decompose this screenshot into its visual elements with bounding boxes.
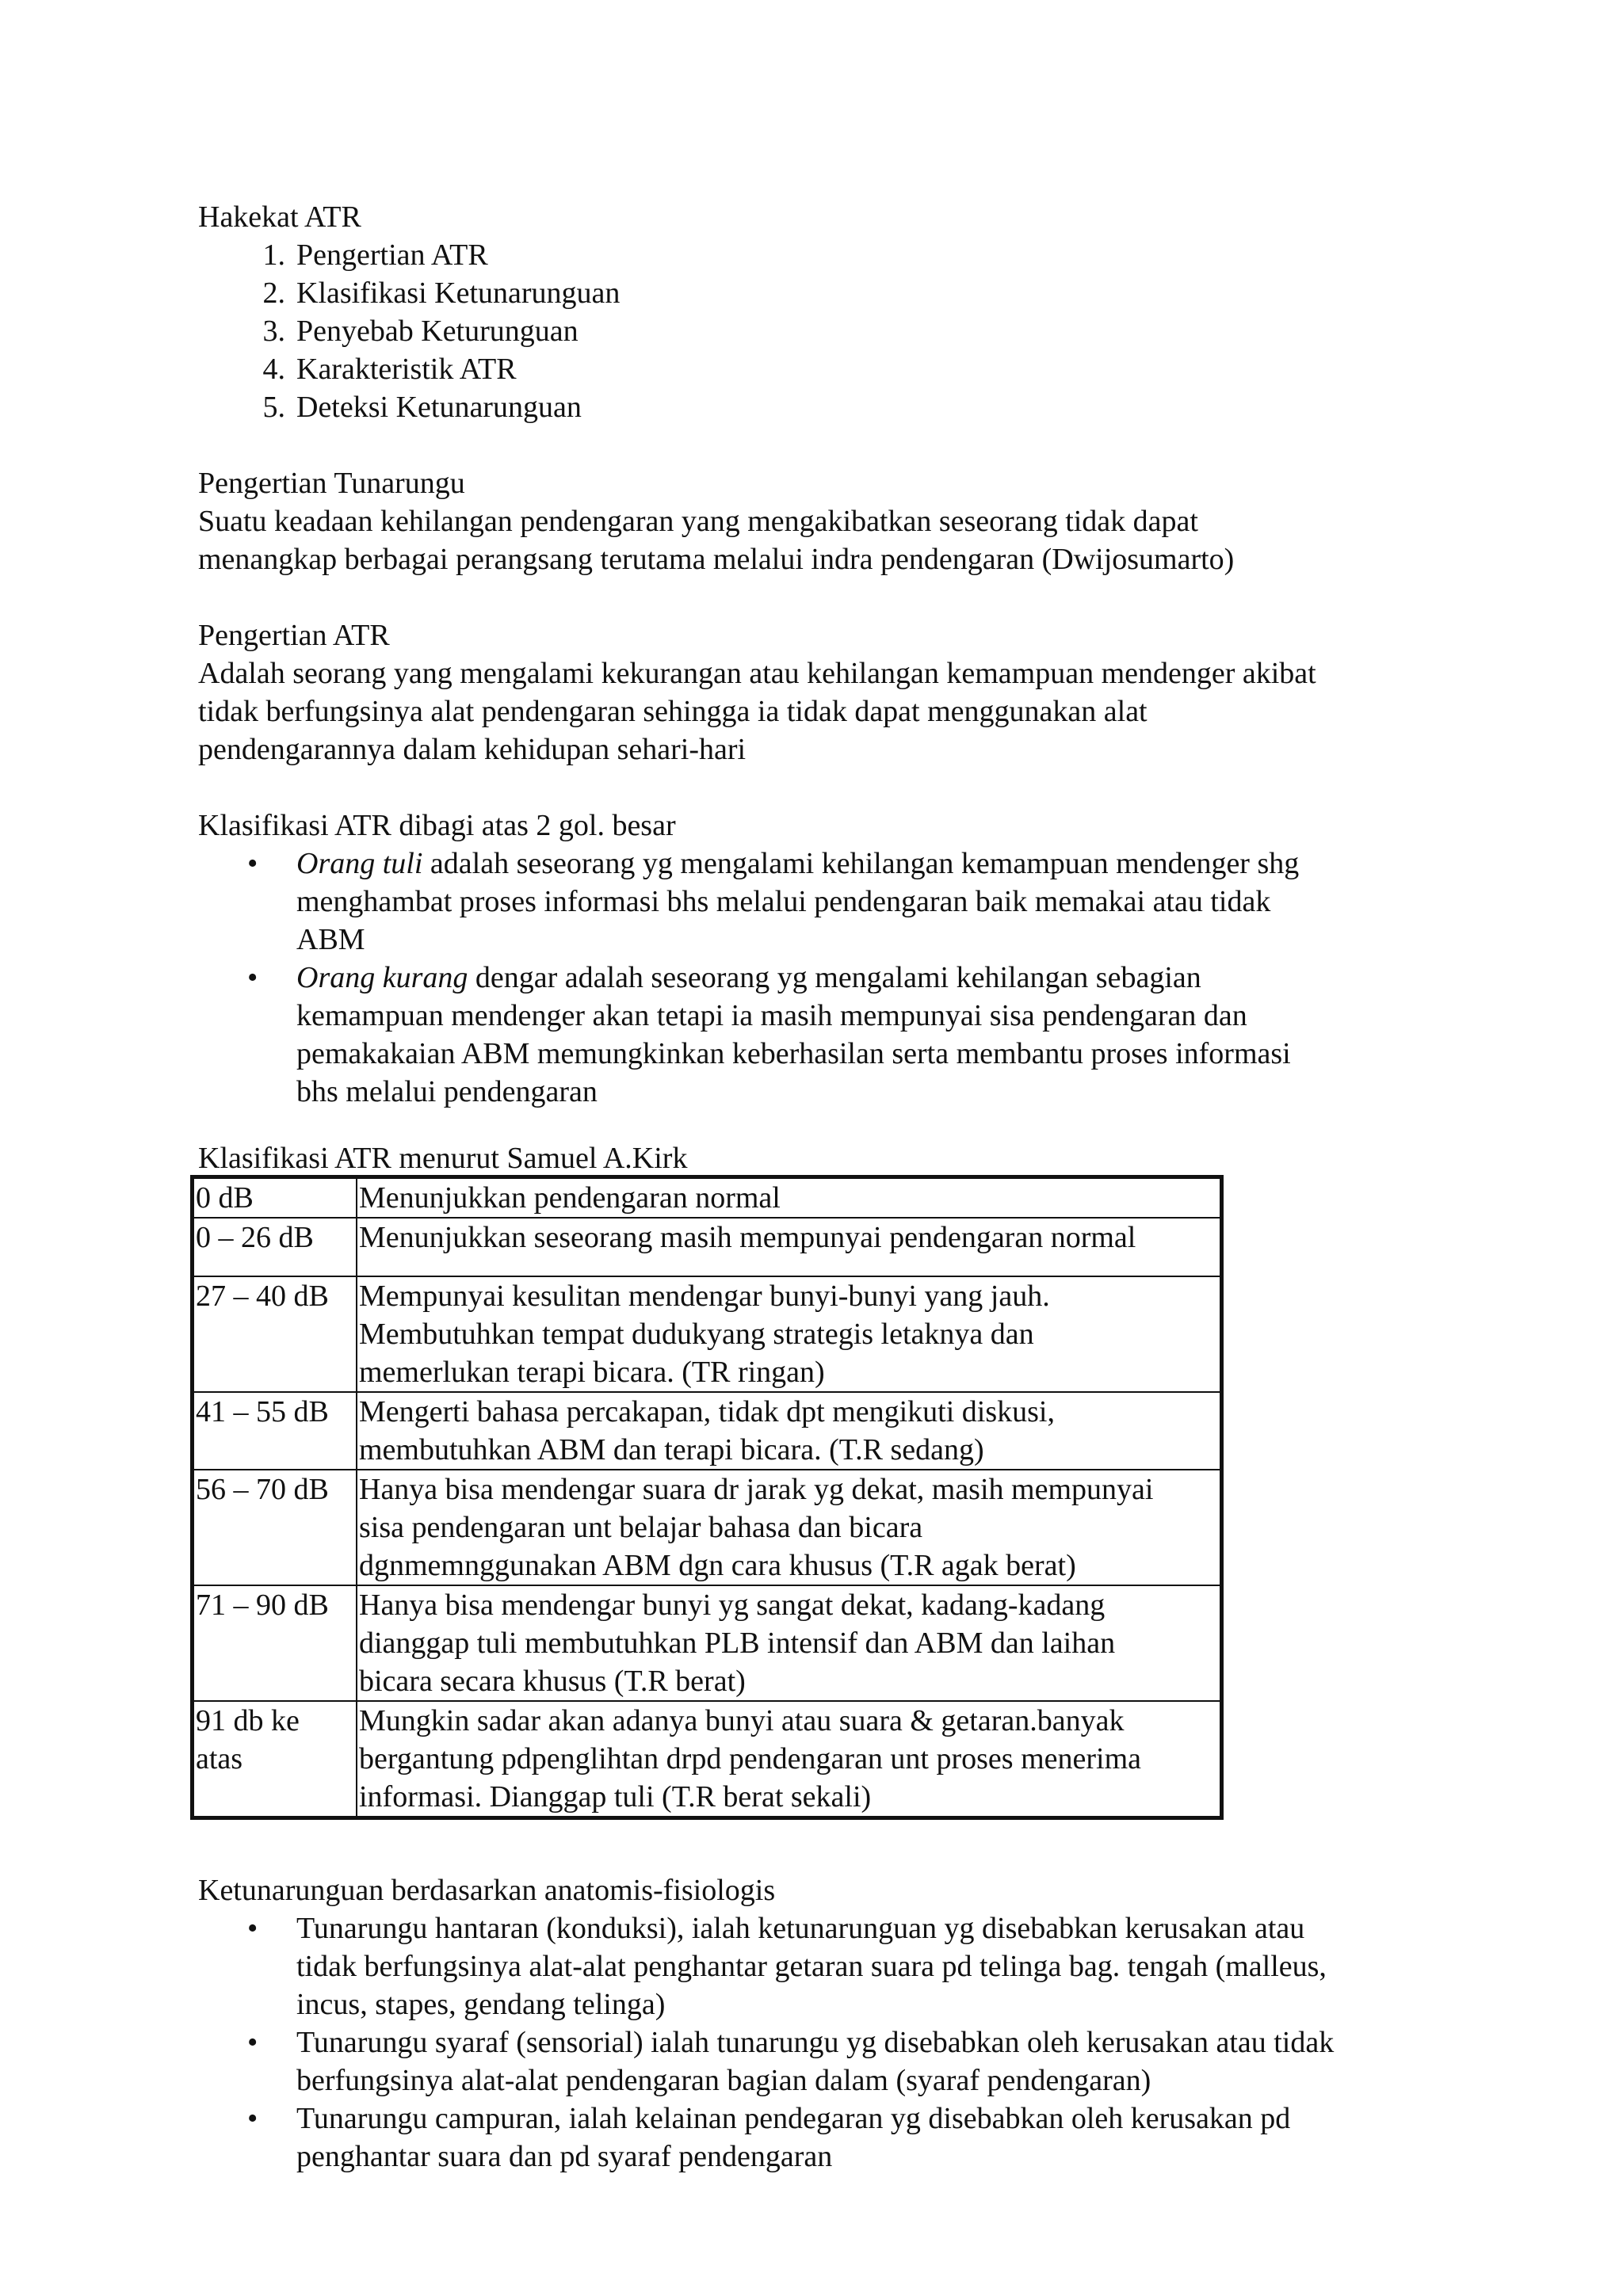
paragraph-line: Adalah seorang yang mengalami kekurangan atau kehilangan kemampuan mendenger akibat: [198, 657, 1316, 690]
item-text: Penyebab Keturunguan: [296, 315, 579, 348]
table-row: [193, 1701, 1222, 1818]
list-item: [198, 2100, 1434, 2176]
outline-title: Hakekat ATR: [198, 200, 361, 234]
paragraph-line: menangkap berbagai perangsang terutama melalui indra pendengaran (Dwijosumarto): [198, 543, 1235, 576]
section-heading: Klasifikasi ATR dibagi atas 2 gol. besar: [198, 809, 676, 842]
item-line: menghambat proses informasi bhs melalui pendengaran baik memakai atau tidak: [296, 885, 1271, 918]
db-value: 41 – 55 dB: [196, 1395, 329, 1428]
outline-list: [198, 236, 1434, 426]
item-number: 4.: [262, 353, 285, 386]
section-heading: Klasifikasi ATR menurut Samuel A.Kirk: [198, 1142, 688, 1175]
desc-cell: [357, 1218, 1222, 1276]
item-line: Tunarungu hantaran (konduksi), ialah ketunarunguan yg disebabkan kerusakan atau: [296, 1912, 1305, 1945]
desc-line: Mengerti bahasa percakapan, tidak dpt mengikuti diskusi,: [359, 1395, 1055, 1428]
list-item: [198, 845, 1434, 959]
db-value: atas: [196, 1742, 243, 1775]
list-item: [198, 959, 1434, 1111]
table-row: [193, 1470, 1222, 1585]
desc-line: informasi. Dianggap tuli (T.R berat sekali): [359, 1780, 872, 1814]
db-cell: [193, 1177, 357, 1219]
bullet-list: [198, 845, 1434, 1111]
desc-line: Menunjukkan pendengaran normal: [359, 1181, 781, 1215]
kirk-section-heading: [198, 1139, 1434, 1177]
item-number: 5.: [262, 391, 285, 424]
db-cell: [193, 1218, 357, 1276]
db-cell: [193, 1585, 357, 1701]
desc-line: sisa pendengaran unt belajar bahasa dan bicara: [359, 1511, 923, 1544]
bullet-icon: •: [247, 2026, 258, 2059]
desc-line: Hanya bisa mendengar bunyi yg sangat dekat, kadang-kadang: [359, 1589, 1106, 1622]
desc-cell: [357, 1470, 1222, 1585]
anatomis-section: [198, 1871, 1434, 2176]
item-text: Deteksi Ketunarunguan: [296, 391, 582, 424]
db-cell: [193, 1701, 357, 1818]
db-cell: [193, 1276, 357, 1392]
desc-cell: [357, 1585, 1222, 1701]
desc-line: bergantung pdpenglihtan drpd pendengaran unt proses menerima: [359, 1742, 1142, 1775]
table-row: [193, 1585, 1222, 1701]
item-text: Karakteristik ATR: [296, 353, 517, 386]
desc-cell: [357, 1392, 1222, 1470]
table-row: [193, 1392, 1222, 1470]
outline-item: [198, 312, 1434, 350]
item-number: 3.: [262, 315, 285, 348]
db-value: 91 db ke: [196, 1704, 300, 1737]
desc-cell: [357, 1701, 1222, 1818]
bullet-icon: •: [247, 2102, 258, 2135]
list-item: [198, 1909, 1434, 2023]
outline-item: [198, 236, 1434, 274]
item-line: penghantar suara dan pd syaraf pendengaran: [296, 2140, 833, 2173]
table-row: [193, 1177, 1222, 1219]
kirk-classification-table: [190, 1175, 1224, 1820]
bullet-icon: •: [247, 961, 258, 994]
outline-item: [198, 274, 1434, 312]
desc-line: Hanya bisa mendengar suara dr jarak yg dekat, masih mempunyai: [359, 1473, 1154, 1506]
desc-line: Menunjukkan seseorang masih mempunyai pendengaran normal: [359, 1221, 1136, 1254]
db-cell: [193, 1392, 357, 1470]
desc-line: Mempunyai kesulitan mendengar bunyi-bunyi yang jauh.: [359, 1280, 1050, 1313]
section-heading: Ketunarunguan berdasarkan anatomis-fisiologis: [198, 1874, 776, 1907]
table-row: [193, 1218, 1222, 1276]
desc-cell: [357, 1177, 1222, 1219]
item-line: berfungsinya alat-alat pendengaran bagian dalam (syaraf pendengaran): [296, 2064, 1151, 2097]
item-text: Pengertian ATR: [296, 238, 488, 272]
item-line: tidak berfungsinya alat-alat penghantar getaran suara pd telinga bag. tengah (malleus,: [296, 1950, 1327, 1983]
item-text: Klasifikasi Ketunarunguan: [296, 277, 621, 310]
outline-item: [198, 350, 1434, 388]
outline-section: [198, 198, 1434, 426]
db-value: 0 dB: [196, 1181, 254, 1215]
item-text: adalah seseorang yg mengalami kehilangan kemampuan mendenger shg: [422, 847, 1300, 880]
item-number: 1.: [262, 238, 285, 272]
desc-line: bicara secara khusus (T.R berat): [359, 1665, 746, 1698]
paragraph-line: tidak berfungsinya alat pendengaran sehingga ia tidak dapat menggunakan alat: [198, 695, 1148, 728]
paragraph-line: Suatu keadaan kehilangan pendengaran yang mengakibatkan seseorang tidak dapat: [198, 505, 1198, 538]
table-row: [193, 1276, 1222, 1392]
item-line: incus, stapes, gendang telinga): [296, 1988, 666, 2021]
db-cell: [193, 1470, 357, 1585]
bullet-icon: •: [247, 1912, 258, 1945]
desc-line: dgnmemnggunakan ABM dgn cara khusus (T.R agak berat): [359, 1549, 1076, 1582]
list-item: [198, 2023, 1434, 2100]
desc-line: membutuhkan ABM dan terapi bicara. (T.R sedang): [359, 1433, 984, 1466]
item-line: pemakakaian ABM memungkinkan keberhasilan serta membantu proses informasi: [296, 1037, 1291, 1070]
paragraph-line: pendengarannya dalam kehidupan sehari-hari: [198, 733, 747, 766]
desc-cell: [357, 1276, 1222, 1392]
item-line: bhs melalui pendengaran: [296, 1075, 598, 1108]
db-value: 27 – 40 dB: [196, 1280, 329, 1313]
db-value: 0 – 26 dB: [196, 1221, 314, 1254]
db-value: 71 – 90 dB: [196, 1589, 329, 1622]
atr-section: [198, 616, 1434, 769]
desc-line: Membutuhkan tempat dudukyang strategis letaknya dan: [359, 1318, 1034, 1351]
section-heading: Pengertian Tunarungu: [198, 467, 465, 500]
bullet-list: [198, 1909, 1434, 2176]
item-line: ABM: [296, 923, 365, 956]
item-text: dengar adalah seseorang yg mengalami kehilangan sebagian: [468, 961, 1201, 994]
item-line: Tunarungu syaraf (sensorial) ialah tunarungu yg disebabkan oleh kerusakan atau tidak: [296, 2026, 1335, 2059]
klasifikasi-section: [198, 807, 1434, 1111]
bullet-icon: •: [247, 847, 258, 880]
desc-line: dianggap tuli membutuhkan PLB intensif dan ABM dan laihan: [359, 1627, 1116, 1660]
item-line: Tunarungu campuran, ialah kelainan pendegaran yg disebabkan oleh kerusakan pd: [296, 2102, 1291, 2135]
item-number: 2.: [262, 277, 285, 310]
term-emphasis: Orang tuli: [296, 847, 423, 880]
outline-item: [198, 388, 1434, 426]
db-value: 56 – 70 dB: [196, 1473, 329, 1506]
term-emphasis: Orang kurang: [296, 961, 468, 994]
desc-line: Mungkin sadar akan adanya bunyi atau suara & getaran.banyak: [359, 1704, 1125, 1737]
tunarungu-section: [198, 464, 1434, 578]
desc-line: memerlukan terapi bicara. (TR ringan): [359, 1356, 825, 1389]
item-line: kemampuan mendenger akan tetapi ia masih mempunyai sisa pendengaran dan: [296, 999, 1247, 1032]
section-heading: Pengertian ATR: [198, 619, 390, 652]
